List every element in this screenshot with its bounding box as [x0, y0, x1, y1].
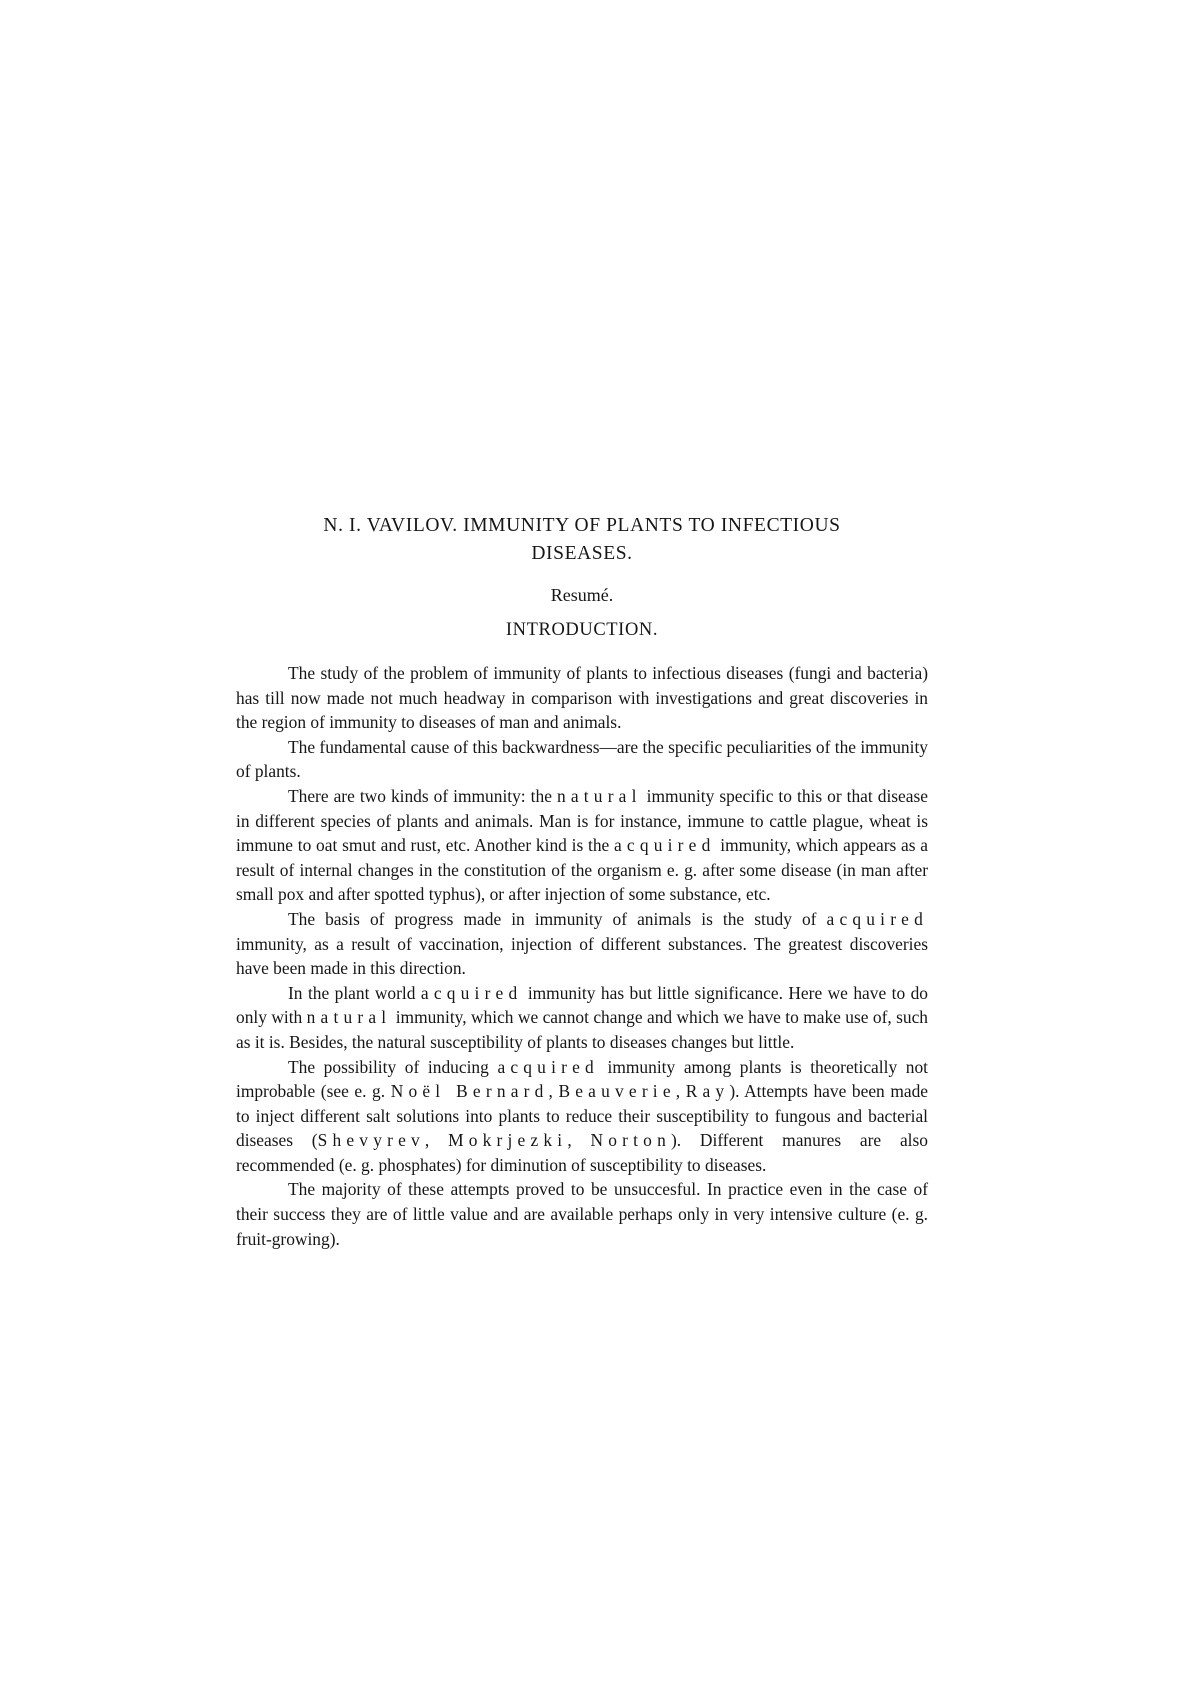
title-line-1: N. I. VAVILOV. IMMUNITY OF PLANTS TO INFECTIOUS — [323, 515, 841, 536]
p6-text-k: , — [424, 1130, 449, 1151]
p6-text-a: The possibility of inducing — [288, 1056, 498, 1077]
paragraph-7: The majority of these attempts proved to be unsuccesful. In practice even in the case of their success they are of little value and are available perhaps only in very intensive culture (e. g. fruit-growing). — [236, 1179, 928, 1249]
paragraph-1: The study of the problem of immunity of plants to infectious diseases (fungi and bacteria) has till now made not much headway in comparison with investigations and great discoveries in the region of immunity to diseases of man and animals. — [236, 663, 928, 733]
spaced-term-acquired: acquired — [497, 1056, 599, 1077]
p3-text-c: immunity specific to this or that disease in different species of plants and animals. Man is for instance, immune to cattle plague, wheat is immune to oat smut and rust, etc. Another kind is the — [236, 785, 928, 856]
title-line-2: DISEASES. — [531, 543, 633, 564]
paragraph-3 — [236, 784, 928, 907]
p6-text-i: ). Attempts have been made to inject different salt solutions into plants to reduce their susceptibility to fungous and bacterial diseases ( — [236, 1081, 928, 1151]
spaced-term-natural: natural — [556, 785, 642, 806]
p6-text-m: , — [567, 1130, 591, 1151]
author-name-ray: Ray — [685, 1081, 730, 1102]
paragraph-5 — [236, 981, 928, 1055]
spaced-term-acquired: acquired — [826, 908, 928, 929]
p6-text-c: immunity among plants is theoretically not improbable (see e. g. — [236, 1056, 929, 1102]
spaced-term-natural: natural — [306, 1007, 392, 1028]
resume-label: Resumé. — [550, 585, 614, 605]
document-page — [236, 512, 928, 1251]
author-name-shevyrev: Shevyrev — [317, 1130, 425, 1151]
p6-text-g: , — [675, 1081, 686, 1102]
article-title — [236, 512, 928, 568]
spaced-term-acquired: acquired — [614, 835, 716, 856]
p6-text-e: , — [548, 1081, 559, 1102]
paragraph-6 — [236, 1055, 928, 1178]
author-name-beauverie: Beauverie — [558, 1081, 676, 1102]
p4-text-a: The basis of progress made in immunity of animals is the study of — [288, 908, 827, 929]
paragraph-4 — [236, 907, 928, 981]
p3-text-e: immunity, which appears as a result of internal changes in the constitution of the organism e. g. after some disease (in man after small pox and after spotted typhus), or after injection of some substance, etc. — [236, 835, 928, 905]
author-name-bernard: Noël Bernard — [390, 1081, 549, 1102]
p5-text-a: In the plant world — [288, 982, 421, 1003]
p3-text-a: There are two kinds of immunity: the — [288, 785, 557, 806]
p4-text-c: immunity, as a result of vaccination, injection of different substances. The greatest discoveries have been made in this direction. — [236, 933, 928, 979]
author-name-mokrjezki: Mokrjezki — [448, 1130, 568, 1151]
p5-text-e: immunity, which we cannot change and which we have to make use of, such as it is. Besides, the natural susceptibility of plants to diseases changes but little. — [236, 1007, 928, 1052]
paragraph-2: The fundamental cause of this backwardness—are the specific peculiarities of the immunity of plants. — [236, 736, 928, 782]
p6-text-o: ). Different manures are also recommended (e. g. phosphates) for diminution of susceptibility to diseases. — [236, 1130, 928, 1175]
p5-text-c: immunity has but little significance. Here we have to do only with — [236, 982, 929, 1028]
author-name-norton: Norton — [590, 1130, 671, 1151]
section-heading: INTRODUCTION. — [505, 620, 659, 640]
spaced-term-acquired: acquired — [420, 982, 523, 1003]
